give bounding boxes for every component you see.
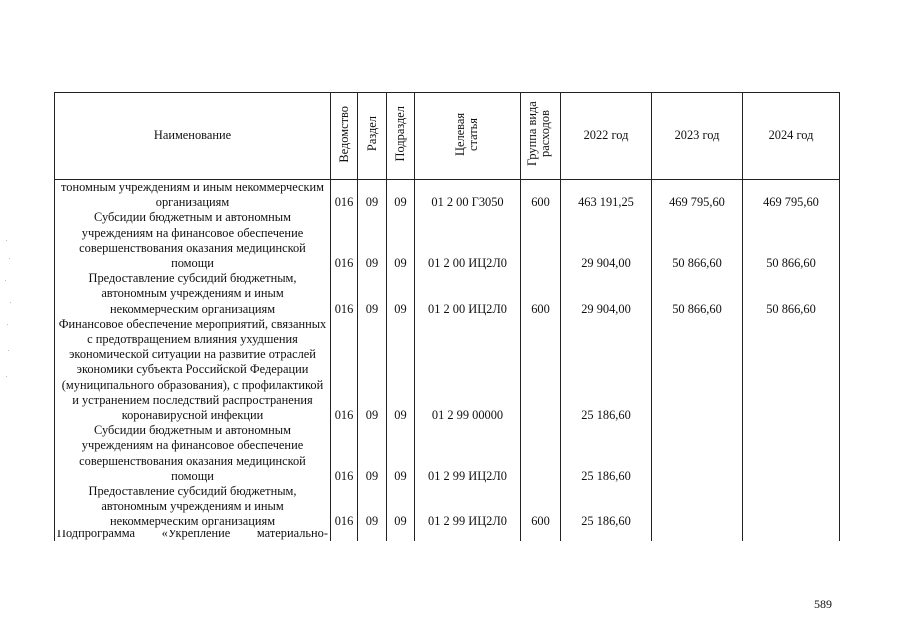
cell-target: 01 2 00 ИЦ2Л0 — [415, 271, 521, 317]
cell-y2023 — [652, 484, 743, 530]
cell-name: тономным учреждениям и иным некоммерческим организациям — [55, 180, 331, 211]
table-header-row — [55, 93, 840, 180]
cell-y2023: 50 866,60 — [652, 271, 743, 317]
cell-dept: 016 — [331, 180, 358, 211]
header-year-2022: 2022 год — [561, 93, 652, 180]
cell-sub: 09 — [387, 210, 415, 271]
cell-grp — [521, 210, 561, 271]
cell-target: 01 2 99 ИЦ2Л0 — [415, 423, 521, 484]
table-row-cut — [55, 530, 840, 541]
cell-y2024 — [743, 317, 840, 423]
cell-sec: 09 — [358, 271, 387, 317]
table-body — [55, 180, 840, 530]
cell-sec: 09 — [358, 423, 387, 484]
cell-y2024 — [743, 423, 840, 484]
header-target-item: Целевая статья — [415, 93, 521, 180]
cell-y2023 — [652, 423, 743, 484]
cell-name: Финансовое обеспечение мероприятий, связанных с предотвращением влияния ухудшения экономической ситуации на развитие отраслей экономики субъекта Российской Федерации (муниципального образования), с профилактикой и устранением последствий распространения коронавирусной инфекции — [55, 317, 331, 423]
cell-sec: 09 — [358, 180, 387, 211]
page-number: 589 — [814, 597, 832, 611]
cell-y2024: 50 866,60 — [743, 210, 840, 271]
cell-y2022: 25 186,60 — [561, 484, 652, 530]
cell-y2024: 50 866,60 — [743, 271, 840, 317]
cell-target: 01 2 00 ИЦ2Л0 — [415, 210, 521, 271]
cell-name: Предоставление субсидий бюджетным, автономным учреждениям и иным некоммерческим организациям — [55, 271, 331, 317]
cell-sec: 09 — [358, 484, 387, 530]
header-year-2023: 2023 год — [652, 93, 743, 180]
cell-dept: 016 — [331, 271, 358, 317]
header-name: Наименование — [55, 93, 331, 180]
table-row — [55, 423, 840, 484]
cell-dept: 016 — [331, 317, 358, 423]
cell-grp: 600 — [521, 271, 561, 317]
cell-name: Предоставление субсидий бюджетным, автономным учреждениям и иным некоммерческим организациям — [55, 484, 331, 530]
table-row — [55, 271, 840, 317]
cell-y2023: 469 795,60 — [652, 180, 743, 211]
cell-y2023 — [652, 317, 743, 423]
budget-table — [54, 92, 840, 541]
cell-grp — [521, 423, 561, 484]
cell-y2022: 25 186,60 — [561, 423, 652, 484]
table-row — [55, 210, 840, 271]
cell-name: Субсидии бюджетным и автономным учреждениям на финансовое обеспечение совершенствования оказания медицинской помощи — [55, 210, 331, 271]
cell-sub: 09 — [387, 271, 415, 317]
cell-grp: 600 — [521, 484, 561, 530]
cell-y2022: 29 904,00 — [561, 271, 652, 317]
cell-y2022: 463 191,25 — [561, 180, 652, 211]
cell-sub: 09 — [387, 317, 415, 423]
cell-y2022: 25 186,60 — [561, 317, 652, 423]
cell-dept: 016 — [331, 423, 358, 484]
cell-sec: 09 — [358, 317, 387, 423]
cell-grp — [521, 317, 561, 423]
header-expense-group: Группа вида расходов — [521, 93, 561, 180]
cell-sub: 09 — [387, 484, 415, 530]
cell-y2023: 50 866,60 — [652, 210, 743, 271]
cell-sub: 09 — [387, 423, 415, 484]
cell-dept: 016 — [331, 210, 358, 271]
table-row — [55, 317, 840, 423]
cell-dept: 016 — [331, 484, 358, 530]
cell-y2024: 469 795,60 — [743, 180, 840, 211]
cell-y2024 — [743, 484, 840, 530]
row-name-cut: Подпрограмма «Укрепление материально- — [55, 530, 331, 541]
header-section: Раздел — [358, 93, 387, 180]
cell-y2022: 29 904,00 — [561, 210, 652, 271]
header-year-2024: 2024 год — [743, 93, 840, 180]
table-row — [55, 180, 840, 211]
header-department: Ведомство — [331, 93, 358, 180]
header-subsection: Подраздел — [387, 93, 415, 180]
cell-name: Субсидии бюджетным и автономным учреждениям на финансовое обеспечение совершенствования оказания медицинской помощи — [55, 423, 331, 484]
cell-target: 01 2 99 ИЦ2Л0 — [415, 484, 521, 530]
cell-sec: 09 — [358, 210, 387, 271]
cell-target: 01 2 00 Г3050 — [415, 180, 521, 211]
scan-artifact — [4, 240, 12, 400]
cell-sub: 09 — [387, 180, 415, 211]
cell-grp: 600 — [521, 180, 561, 211]
cell-target: 01 2 99 00000 — [415, 317, 521, 423]
table-row — [55, 484, 840, 530]
